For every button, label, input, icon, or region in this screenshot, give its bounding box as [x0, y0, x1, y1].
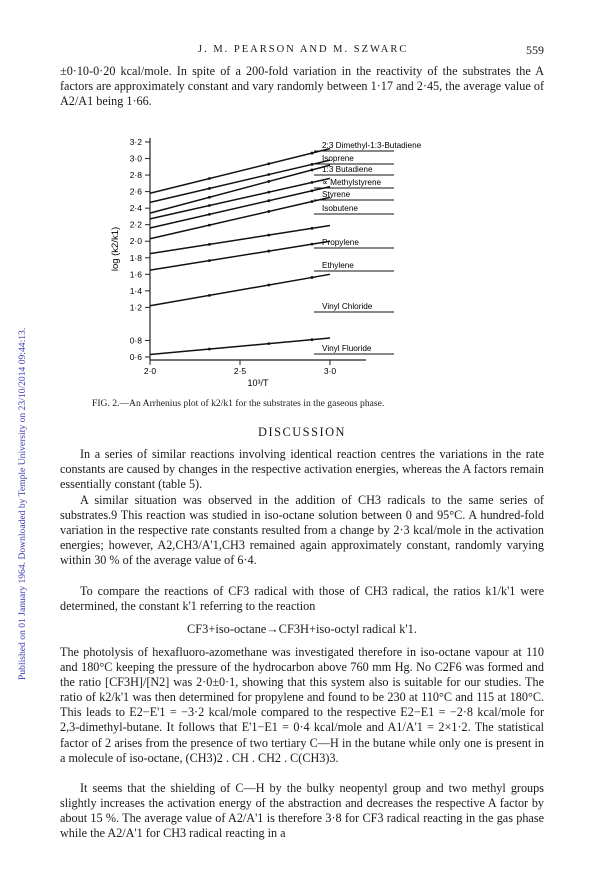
x-axis-label: 10³/T — [247, 378, 269, 388]
reaction-equation: CF3+iso-octane→CF3H+iso-octyl radical k'1. — [187, 622, 417, 636]
arrhenius-figure — [104, 128, 424, 396]
figure-caption: FIG. 2.—An Arrhenius plot of k2/k1 for the substrates in the gaseous phase. — [92, 398, 385, 409]
running-header — [60, 44, 544, 60]
series-line — [150, 274, 330, 305]
series-label: Isoprene — [322, 154, 354, 163]
section-heading: DISCUSSION — [258, 425, 346, 439]
data-point — [267, 162, 270, 165]
data-point — [311, 163, 314, 166]
data-point — [311, 338, 314, 341]
x-tick-label: 2·5 — [233, 366, 247, 376]
data-point — [267, 191, 270, 194]
data-point — [267, 250, 270, 253]
series-line — [150, 178, 330, 219]
series-line — [150, 197, 330, 238]
discussion-paragraph-2: A similar situation was observed in the addition of CH3 radicals to the same series of substrates.9 This reaction was studied in iso-octane solution between 0 and 95°C. A hundred-fold variation in the respective rate constants resulted from a change by 2·3 kcal/mole in the activation energies; however, A2,CH3/A'1,CH3 remained again approximately constant, randomly varying within 30 % of the average value of 6·4. — [60, 493, 544, 568]
x-tick-label: 2·0 — [143, 366, 157, 376]
intro-paragraph: ±0·10-0·20 kcal/mole. In spite of a 200-fold variation in the reactivity of the substrates the A factors are approximately constant and vary randomly between 1·17 and 2·45, the average value of A2/A1 being 1·66. — [60, 64, 544, 109]
y-tick-label: 1·4 — [129, 285, 142, 296]
data-point — [311, 152, 314, 155]
data-point — [208, 224, 211, 227]
series-line — [150, 241, 330, 270]
data-point — [208, 348, 211, 351]
y-tick-label: 3·0 — [129, 153, 142, 164]
y-tick-label: 2·4 — [129, 203, 142, 214]
data-point — [311, 181, 314, 184]
data-point — [208, 243, 211, 246]
data-point — [311, 276, 314, 279]
series-line — [150, 160, 330, 202]
arrhenius-chart — [104, 128, 424, 396]
series-label: Ethylene — [322, 261, 354, 270]
data-point — [208, 177, 211, 180]
photolysis-paragraph: The photolysis of hexafluoro-azomethane was investigated therefore in iso-octane vapour at 110 and 180°C keeping the pressure of the hydrocarbon above 760 mm Hg. No C2F6 was formed and the ratio [CF3H]/[N2] was 2·0±0·1, showing that this system also is suitable for our studies. The ratio of k2/k'1 was then determined for propylene and found to be 230 at 110°C and 115 at 180°C. This leads to E2−E'1 = −3·2 kcal/mole compared to the respective E2−E1 = −2·8 kcal/mole for 2,3-dimethyl-butane. It follows that E'1−E1 = 0·4 kcal/mole and A1/A'1 = 2×1·2. The statistical factor of 2 arises from the presence of two tertiary C—H in the butane while only one is present in a molecule of iso-octane, (CH3)2 . CH . CH2 . C(CH3)3. — [60, 645, 544, 765]
y-tick-label: 2·6 — [129, 186, 142, 197]
discussion-paragraph-3: To compare the reactions of CF3 radical with those of CH3 radical, the ratios k1/k'1 were determined, the constant k'1 referring to the reaction — [60, 584, 544, 614]
y-tick-label: 0·8 — [129, 335, 142, 346]
x-tick-label: 3·0 — [323, 366, 337, 376]
data-point — [267, 210, 270, 213]
data-point — [311, 227, 314, 230]
series-label: Vinyl Chloride — [322, 302, 373, 311]
series-label: Styrene — [322, 190, 351, 199]
header-authors: J. M. PEARSON AND M. SZWARC — [198, 44, 409, 55]
y-axis-label: log (k2/k1) — [110, 226, 121, 272]
series-line — [150, 165, 330, 213]
data-point — [208, 294, 211, 297]
download-watermark-text: Published on 01 January 1964. Downloaded by Temple University on 23/10/2014 09:44:13. — [17, 327, 28, 680]
y-tick-label: 2·2 — [129, 219, 142, 230]
series-label: ∝ Methylstyrene — [322, 178, 382, 187]
series-label: 2:3 Dimethyl-1:3-Butadiene — [322, 141, 422, 150]
data-point — [267, 234, 270, 237]
y-tick-label: 3·2 — [129, 137, 142, 147]
data-point — [311, 169, 314, 172]
data-point — [267, 173, 270, 176]
data-point — [311, 200, 314, 203]
series-line — [150, 338, 330, 355]
data-point — [267, 342, 270, 345]
data-point — [208, 213, 211, 216]
data-point — [208, 259, 211, 262]
y-tick-label: 1·2 — [129, 302, 142, 313]
series-line — [150, 187, 330, 228]
data-point — [267, 199, 270, 202]
y-tick-label: 2·0 — [129, 236, 142, 247]
download-watermark — [6, 60, 28, 680]
series-label: Isobutene — [322, 204, 358, 213]
series-line — [150, 226, 330, 254]
shielding-paragraph: It seems that the shielding of C—H by the bulky neopentyl group and two methyl groups slightly increases the activation energy of the abstraction and decreases the respective A factor by about 15 %. The average value of A2/A'1 is therefore 3·8 for CF3 radical reacting in the gas phase while the A2/A'1 for CH3 radical reacting in a — [60, 781, 544, 841]
series-line — [150, 149, 330, 194]
data-point — [208, 187, 211, 190]
y-tick-label: 2·8 — [129, 170, 142, 181]
series-label: Propylene — [322, 238, 359, 247]
page-number: 559 — [526, 43, 544, 57]
data-point — [208, 196, 211, 199]
data-point — [311, 189, 314, 192]
data-point — [311, 243, 314, 246]
y-tick-label: 1·6 — [129, 269, 142, 280]
series-label: Vinyl Fluoride — [322, 344, 372, 353]
y-tick-label: 1·8 — [129, 252, 142, 263]
data-point — [267, 284, 270, 287]
y-tick-label: 0·6 — [129, 352, 142, 362]
discussion-paragraph-1: In a series of similar reactions involving identical reaction centres the variations in the rate constants are caused by changes in the respective activation energies, whereas the A factors remain essentially constant (table 5). — [60, 447, 544, 492]
series-label: 1:3 Butadiene — [322, 165, 373, 174]
data-point — [208, 204, 211, 207]
data-point — [267, 180, 270, 183]
